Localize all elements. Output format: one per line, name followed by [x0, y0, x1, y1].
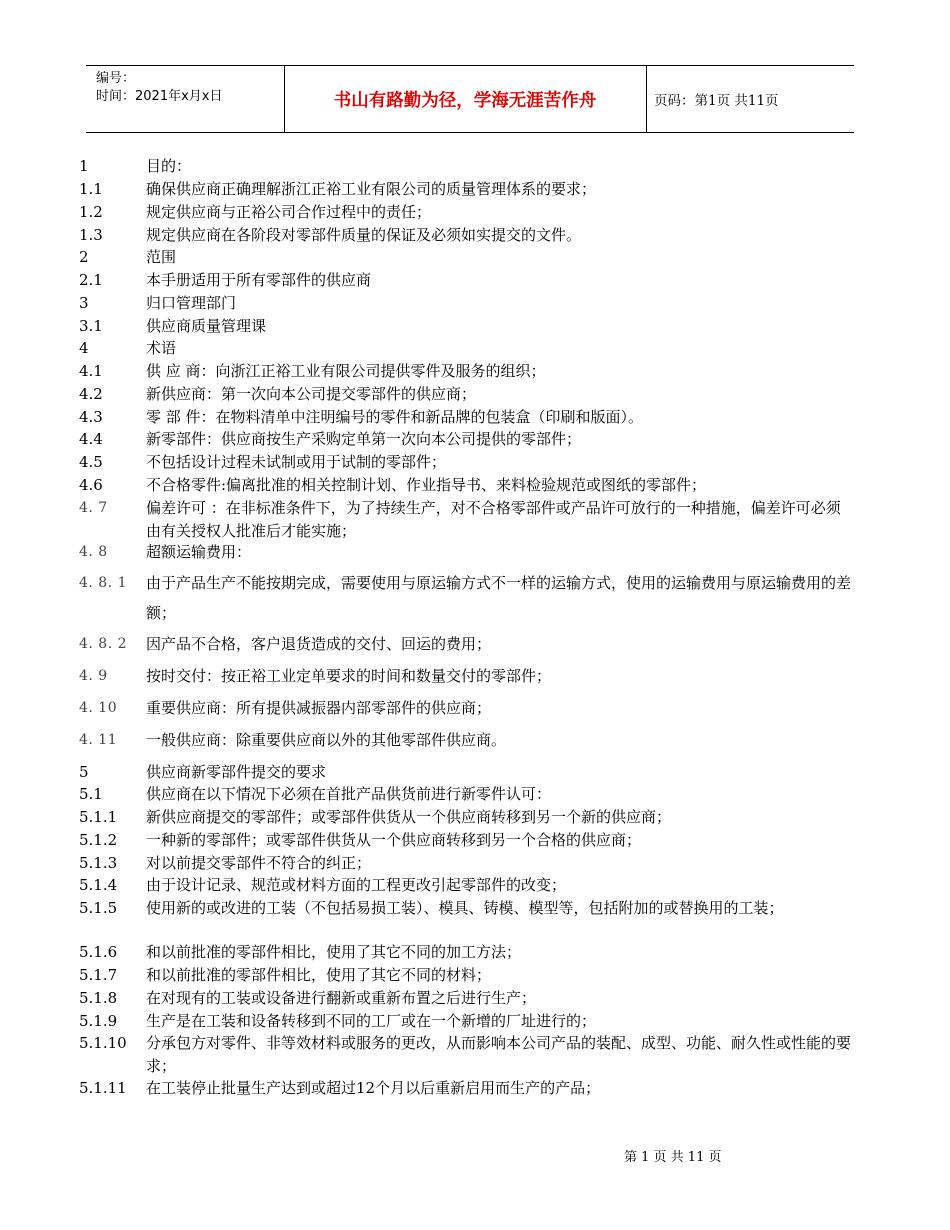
clause-number: 3 [79, 294, 89, 312]
clause-number: 1 [79, 157, 89, 175]
clause-number: 4. 8. 2 [79, 636, 128, 652]
clause-text: 在对现有的工装或设备进行翻新或重新布置之后进行生产； [146, 989, 537, 1007]
clause-number: 1.1 [79, 180, 103, 198]
clause-number: 5.1.1 [79, 808, 118, 826]
clause-number: 4.2 [79, 385, 103, 403]
clause-number: 4. 10 [79, 700, 118, 716]
clause-text: 术语 [146, 339, 177, 357]
clause-text: 分承包方对零件、非等效材料或服务的更改，从而影响本公司产品的装配、成型、功能、耐久性或性能的要求； [146, 1034, 852, 1075]
page-header [86, 65, 854, 133]
clause-text: 由于产品生产不能按期完成，需要使用与原运输方式不一样的运输方式，使用的运输费用与原运输费用的差额； [146, 574, 852, 622]
clause-number: 5.1.10 [79, 1034, 127, 1052]
document-code-label: 编号： [96, 71, 136, 86]
header-meta [96, 70, 282, 106]
document-date: 时间：2021年x月x日 [96, 89, 223, 104]
clause-number: 2 [79, 248, 89, 266]
clause-number: 4.4 [79, 430, 103, 448]
clause-text: 和以前批准的零部件相比，使用了其它不同的材料； [146, 966, 492, 984]
clause-text: 超额运输费用： [146, 543, 252, 561]
clause-text: 使用新的或改进的工装（不包括易损工装）、模具、铸模、模型等，包括附加的或替换用的工装； [146, 899, 784, 917]
clause-number: 4. 8. 1 [79, 575, 128, 591]
clause-text: 规定供应商在各阶段对零部件质量的保证及必须如实提交的文件。 [146, 226, 582, 244]
clause-text: 范围 [146, 248, 177, 266]
clause-text: 供 应 商：向浙江正裕工业有限公司提供零件及服务的组织； [146, 362, 546, 380]
clause-text: 本手册适用于所有零部件的供应商 [146, 271, 372, 289]
clause-number: 4.1 [79, 362, 103, 380]
clause-text: 对以前提交零部件不符合的纠正； [146, 854, 372, 872]
page-footer: 第 1 页 共 11 页 [624, 1150, 722, 1165]
clause-number: 5.1.7 [79, 966, 118, 984]
clause-number: 4. 9 [79, 668, 108, 684]
clause-text: 一般供应商：除重要供应商以外的其他零部件供应商。 [146, 731, 507, 749]
clause-text: 新供应商：第一次向本公司提交零部件的供应商； [146, 385, 477, 403]
clause-number: 3.1 [79, 317, 103, 335]
clause-number: 5.1.6 [79, 943, 118, 961]
clause-text: 供应商新零部件提交的要求 [146, 763, 327, 781]
header-motto: 书山有路勤为径，学海无涯苦作舟 [333, 90, 597, 111]
clause-text: 一种新的零部件；或零部件供货从一个供应商转移到另一个合格的供应商； [146, 831, 642, 849]
clause-number: 4. 11 [79, 732, 118, 748]
clause-number: 1.2 [79, 203, 103, 221]
clause-text: 不合格零件:偏离批准的相关控制计划、作业指导书、来料检验规范或图纸的零部件； [146, 476, 707, 494]
header-divider [646, 66, 647, 132]
clause-number: 4 [79, 339, 89, 357]
clause-text: 规定供应商与正裕公司合作过程中的责任； [146, 203, 432, 221]
clause-text: 生产是在工装和设备转移到不同的工厂或在一个新增的厂址进行的； [146, 1012, 597, 1030]
clause-number: 4. 7 [79, 500, 108, 516]
clause-number: 4.3 [79, 408, 103, 426]
clause-text: 新零部件：供应商按生产采购定单第一次向本公司提供的零部件； [146, 430, 582, 448]
clause-text: 因产品不合格，客户退货造成的交付、回运的费用； [146, 635, 492, 653]
clause-text: 不包括设计过程未试制或用于试制的零部件； [146, 453, 447, 471]
clause-number: 4. 8 [79, 544, 108, 560]
clause-number: 4.5 [79, 453, 103, 471]
clause-text: 由于设计记录、规范或材料方面的工程更改引起零部件的改变； [146, 876, 567, 894]
clause-number: 4.6 [79, 476, 103, 494]
clause-number: 2.1 [79, 271, 103, 289]
clause-text: 归口管理部门 [146, 294, 237, 312]
clause-number: 5.1.4 [79, 876, 118, 894]
clause-number: 5.1.8 [79, 989, 118, 1007]
clause-number: 1.3 [79, 226, 103, 244]
clause-text: 新供应商提交的零部件；或零部件供货从一个供应商转移到另一个新的供应商； [146, 808, 672, 826]
clause-number: 5.1 [79, 785, 103, 803]
clause-text: 按时交付：按正裕工业定单要求的时间和数量交付的零部件； [146, 667, 552, 685]
clause-text: 确保供应商正确理解浙江正裕工业有限公司的质量管理体系的要求； [146, 180, 597, 198]
clause-number: 5.1.9 [79, 1012, 118, 1030]
clause-text: 供应商在以下情况下必须在首批产品供货前进行新零件认可： [146, 785, 552, 803]
clause-number: 5.1.3 [79, 854, 118, 872]
clause-text: 和以前批准的零部件相比，使用了其它不同的加工方法； [146, 943, 522, 961]
clause-number: 5.1.5 [79, 899, 118, 917]
clause-text: 零 部 件：在物料清单中注明编号的零件和新品牌的包装盒（印刷和版面）。 [146, 408, 644, 426]
clause-number: 5.1.11 [79, 1079, 127, 1097]
clause-text: 供应商质量管理课 [146, 317, 267, 335]
clause-number: 5.1.2 [79, 831, 118, 849]
clause-text: 偏差许可 ：在非标准条件下，为了持续生产，对不合格零部件或产品许可放行的一种措施，偏差许可必须由有关授权人批准后才能实施； [146, 499, 841, 540]
clause-number: 5 [79, 763, 89, 781]
clause-text: 目的： [146, 157, 192, 175]
clause-text: 重要供应商：所有提供减振器内部零部件的供应商； [146, 699, 492, 717]
clause-text: 在工装停止批量生产达到或超过12个月以后重新启用而生产的产品； [146, 1079, 601, 1097]
header-page-info: 页码：第1页 共11页 [654, 93, 779, 109]
